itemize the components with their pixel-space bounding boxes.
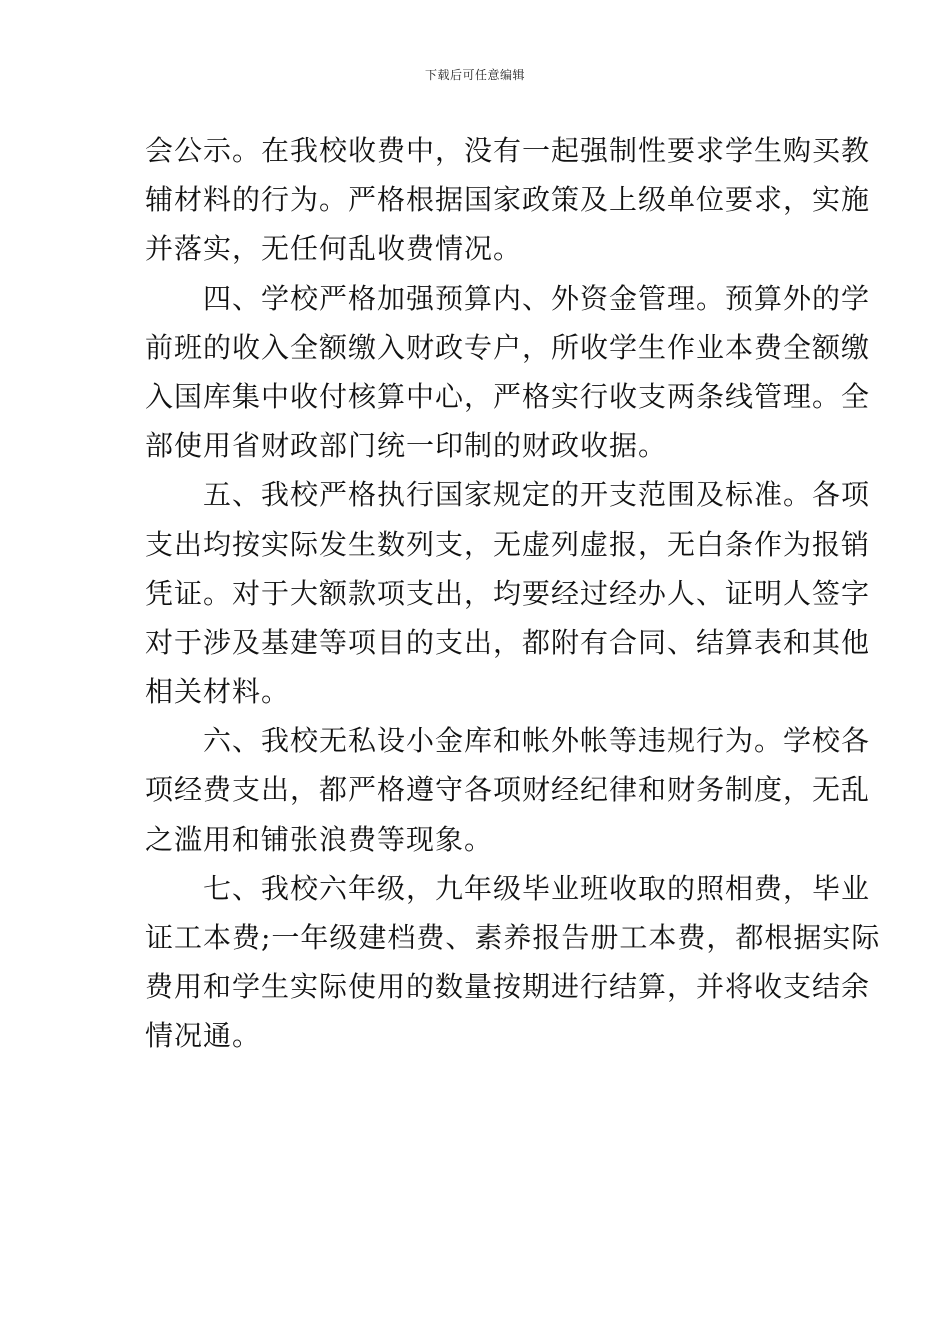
text-line: 辅材料的行为。严格根据国家政策及上级单位要求，实施 <box>145 183 871 217</box>
text-line: 证工本费;一年级建档费、素养报告册工本费，都根据实际 <box>145 921 881 954</box>
text-line: 入国库集中收付核算中心，严格实行收支两条线管理。全 <box>145 379 871 413</box>
text-line: 六、我校无私设小金库和帐外帐等违规行为。学校各 <box>145 724 871 758</box>
text-line: 之滥用和铺张浪费等现象。 <box>145 822 494 856</box>
text-line: 凭证。对于大额款项支出，均要经过经办人、证明人签字 <box>145 576 871 610</box>
text-line: 部使用省财政部门统一印制的财政收据。 <box>145 429 668 463</box>
text-line: 对于涉及基建等项目的支出，都附有合同、结算表和其他 <box>145 625 871 659</box>
document-body <box>145 126 881 1061</box>
text-line: 并落实，无任何乱收费情况。 <box>145 232 523 266</box>
text-line: 四、学校严格加强预算内、外资金管理。预算外的学 <box>145 281 871 315</box>
text-line: 前班的收入全额缴入财政专户，所收学生作业本费全额缴 <box>145 330 871 364</box>
text-line: 相关材料。 <box>145 675 291 709</box>
page-header-note: 下载后可任意编辑 <box>424 68 525 82</box>
text-line: 情况通。 <box>145 1019 262 1053</box>
text-line: 五、我校严格执行国家规定的开支范围及标准。各项 <box>145 478 871 512</box>
text-line: 项经费支出，都严格遵守各项财经纪律和财务制度，无乱 <box>145 773 871 807</box>
text-line: 费用和学生实际使用的数量按期进行结算，并将收支结余 <box>145 970 871 1004</box>
text-line: 七、我校六年级，九年级毕业班收取的照相费，毕业 <box>145 871 871 905</box>
text-line: 支出均按实际发生数列支，无虚列虚报，无白条作为报销 <box>145 527 871 561</box>
text-line: 会公示。在我校收费中，没有一起强制性要求学生购买教 <box>145 134 871 167</box>
